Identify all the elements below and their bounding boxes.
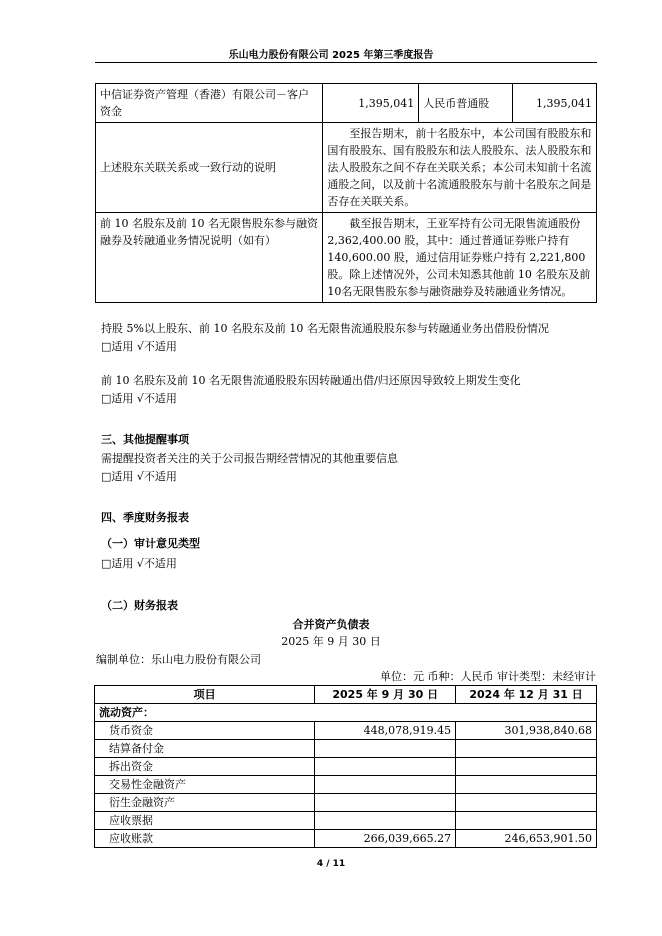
row-value-2024 (456, 776, 597, 794)
table-row (95, 794, 597, 812)
shareholder-table (95, 83, 597, 303)
row-item: 衍生金融资产 (95, 794, 315, 812)
section3-text: 需提醒投资者关注的关于公司报告期经营情况的其他重要信息 (101, 452, 398, 465)
balance-sheet-table (94, 685, 597, 848)
table-row (95, 740, 597, 758)
balance-sheet-title: 合并资产负债表 (292, 618, 370, 631)
row-item: 结算备付金 (95, 740, 315, 758)
relation-text: 至报告期末，前十名股东中，本公司国有股股东和国有股股东、国有股股东和法人股股东、法人股股东和法人股股东之间不存在关联关系；本公司未知前十名流通股之间，以及前十名流通股股东与前十名股东之间是否存在关联关系。 (323, 123, 597, 213)
lending-checkbox: □适用 √不适用 (101, 340, 177, 353)
row-value-2025 (315, 812, 456, 830)
row-value-2024 (456, 812, 597, 830)
row-item: 货币资金 (95, 722, 315, 740)
audit-heading: （一）审计意见类型 (101, 537, 200, 550)
row-value-2024: 246,653,901.50 (456, 830, 597, 848)
table-row (95, 758, 597, 776)
table-row (96, 123, 597, 213)
holder-name: 中信证券资产管理（香港）有限公司－客户资金 (96, 84, 323, 123)
row-value-2024 (456, 740, 597, 758)
row-value-2025 (315, 794, 456, 812)
relation-label: 上述股东关联关系或一致行动的说明 (96, 123, 323, 213)
col-header-2024: 2024 年 12 月 31 日 (456, 686, 597, 704)
section4-heading: 四、季度财务报表 (101, 511, 189, 524)
col-header-2025: 2025 年 9 月 30 日 (315, 686, 456, 704)
section-label: 流动资产： (95, 704, 597, 722)
table-row (96, 84, 597, 123)
table-row (95, 812, 597, 830)
table-row (95, 704, 597, 722)
margin-text: 截至报告期末，王亚军持有公司无限售流通股份2,362,400.00 股，其中：通过普通证券账户持有140,600.00 股，通过信用证券账户持有 2,221,800 股。除上述情况外，公司未知悉其他前 10 名股东及前 10名无限售股东参与融资融券及转融通业务情况。 (323, 213, 597, 303)
table-row (95, 830, 597, 848)
row-value-2025 (315, 758, 456, 776)
share-type: 人民币普通股 (419, 84, 513, 123)
row-item: 应收票据 (95, 812, 315, 830)
row-item: 交易性金融资产 (95, 776, 315, 794)
section3-checkbox: □适用 √不适用 (101, 470, 177, 483)
row-item: 应收账款 (95, 830, 315, 848)
page-number: 4 / 11 (316, 859, 346, 869)
share-amount: 1,395,041 (513, 84, 597, 123)
table-header-row (95, 686, 597, 704)
page-header-title: 乐山电力股份有限公司 2025 年第三季度报告 (228, 50, 434, 61)
compiling-unit: 编制单位：乐山电力股份有限公司 (96, 653, 261, 666)
row-value-2025 (315, 740, 456, 758)
section3-heading: 三、其他提醒事项 (101, 433, 189, 446)
header-divider (95, 62, 597, 63)
lending-title: 持股 5%以上股东、前 10 名股东及前 10 名无限售流通股股东参与转融通业务出借股份情况 (101, 322, 549, 335)
table-row (96, 213, 597, 303)
row-item: 拆出资金 (95, 758, 315, 776)
balance-sheet-date: 2025 年 9 月 30 日 (281, 635, 381, 648)
fin-heading: （二）财务报表 (101, 599, 178, 612)
table-row (95, 776, 597, 794)
row-value-2025: 448,078,919.45 (315, 722, 456, 740)
row-value-2025: 266,039,665.27 (315, 830, 456, 848)
table-row (95, 722, 597, 740)
margin-label: 前 10 名股东及前 10 名无限售股东参与融资融券及转融通业务情况说明（如有） (96, 213, 323, 303)
audit-checkbox: □适用 √不适用 (101, 557, 177, 570)
change-title: 前 10 名股东及前 10 名无限售流通股股东因转融通出借/归还原因导致较上期发生变化 (101, 374, 521, 387)
unit-currency-line: 单位：元 币种：人民币 审计类型：未经审计 (380, 670, 596, 683)
row-value-2024 (456, 758, 597, 776)
row-value-2025 (315, 776, 456, 794)
col-header-item: 项目 (95, 686, 315, 704)
holder-shares: 1,395,041 (323, 84, 419, 123)
change-checkbox: □适用 √不适用 (101, 392, 177, 405)
row-value-2024: 301,938,840.68 (456, 722, 597, 740)
row-value-2024 (456, 794, 597, 812)
